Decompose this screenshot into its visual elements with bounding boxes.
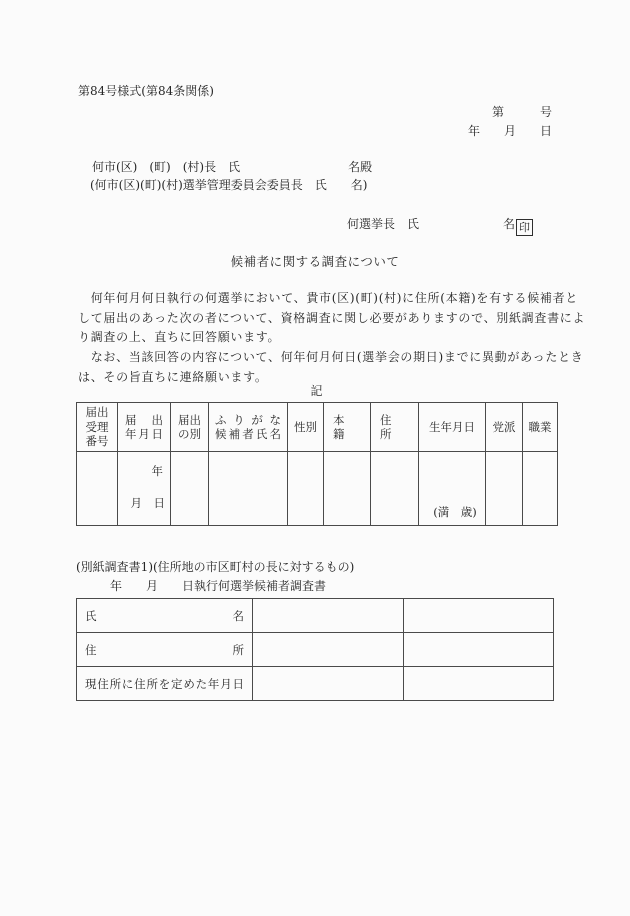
table-row xyxy=(77,599,554,633)
cell-residence-date-extra xyxy=(404,667,554,701)
th-registered-domicile: 本 籍 xyxy=(324,403,371,452)
cell-address-extra xyxy=(404,633,554,667)
form-number: 第84号様式(第84条関係) xyxy=(78,84,214,98)
cell-filing-date: 年 月 日 xyxy=(118,452,171,526)
cell-residence-date-value xyxy=(253,667,404,701)
cell-receipt-number xyxy=(77,452,118,526)
th-filing-date: 届 出 年月日 xyxy=(118,403,171,452)
doc-number-line: 第 号 xyxy=(491,105,552,119)
row-label-name: 氏 名 xyxy=(77,599,253,633)
record-marker: 記 xyxy=(310,384,323,398)
attachment-caption: (別紙調査書1)(住所地の市区町村の長に対するもの) xyxy=(76,560,355,574)
doc-number-block xyxy=(468,103,552,141)
cell-sex xyxy=(288,452,324,526)
th-occupation: 職業 xyxy=(523,403,558,452)
candidate-table xyxy=(76,402,558,526)
table-row xyxy=(77,633,554,667)
body-text xyxy=(78,289,586,388)
th-address: 住 所 xyxy=(371,403,419,452)
th-filing-type: 届出 の別 xyxy=(171,403,209,452)
row-label-residence-date: 現住所に住所を定めた年月日 xyxy=(77,667,253,701)
body-line: して届出のあった次の者について、資格調査に関し必要がありますので、別紙調査書によ xyxy=(78,310,586,325)
row-label-address: 住 所 xyxy=(77,633,253,667)
sender-name: 何選挙長 氏 名 xyxy=(347,217,516,231)
th-receipt-number: 届出 受理 番号 xyxy=(77,403,118,452)
cell-party xyxy=(486,452,523,526)
cell-filing-type xyxy=(171,452,209,526)
cell-registered-domicile xyxy=(324,452,371,526)
cell-address-value xyxy=(253,633,404,667)
doc-date-line: 年 月 日 xyxy=(467,124,552,138)
cell-name-value xyxy=(253,599,404,633)
body-line: 何年何月何日執行の何選挙において、貴市(区)(町)(村)に住所(本籍)を有する候補者と xyxy=(78,291,579,305)
sender-line xyxy=(347,218,533,236)
cell-candidate-name xyxy=(209,452,288,526)
body-line: は、その旨直ちに連絡願います。 xyxy=(78,369,268,384)
cell-name-extra xyxy=(404,599,554,633)
addressee-line-mayor: 何市(区) (町) (村)長 氏 名殿 xyxy=(92,160,373,174)
addressee-line-election-committee: (何市(区)(町)(村)選挙管理委員会委員長 氏 名) xyxy=(90,178,368,192)
body-line: なお、当該回答の内容について、何年何月何日(選挙会の期日)までに異動があったとき xyxy=(78,350,584,365)
th-sex: 性別 xyxy=(288,403,324,452)
th-party: 党派 xyxy=(486,403,523,452)
investigation-table xyxy=(76,598,554,701)
cell-occupation xyxy=(523,452,558,526)
cell-address xyxy=(371,452,419,526)
attachment-subtitle: 年 月 日執行何選挙候補者調査書 xyxy=(110,579,327,593)
th-candidate-name: ふ り が な 候補者氏名 xyxy=(209,403,288,452)
page-title: 候補者に関する調査について xyxy=(230,254,400,269)
table-row xyxy=(77,667,554,701)
body-line: り調査の上、直ちに回答願います。 xyxy=(78,330,281,345)
th-birthdate: 生年月日 xyxy=(419,403,486,452)
seal-mark: 印 xyxy=(516,219,533,236)
cell-birthdate: (満 歳) xyxy=(419,452,486,526)
